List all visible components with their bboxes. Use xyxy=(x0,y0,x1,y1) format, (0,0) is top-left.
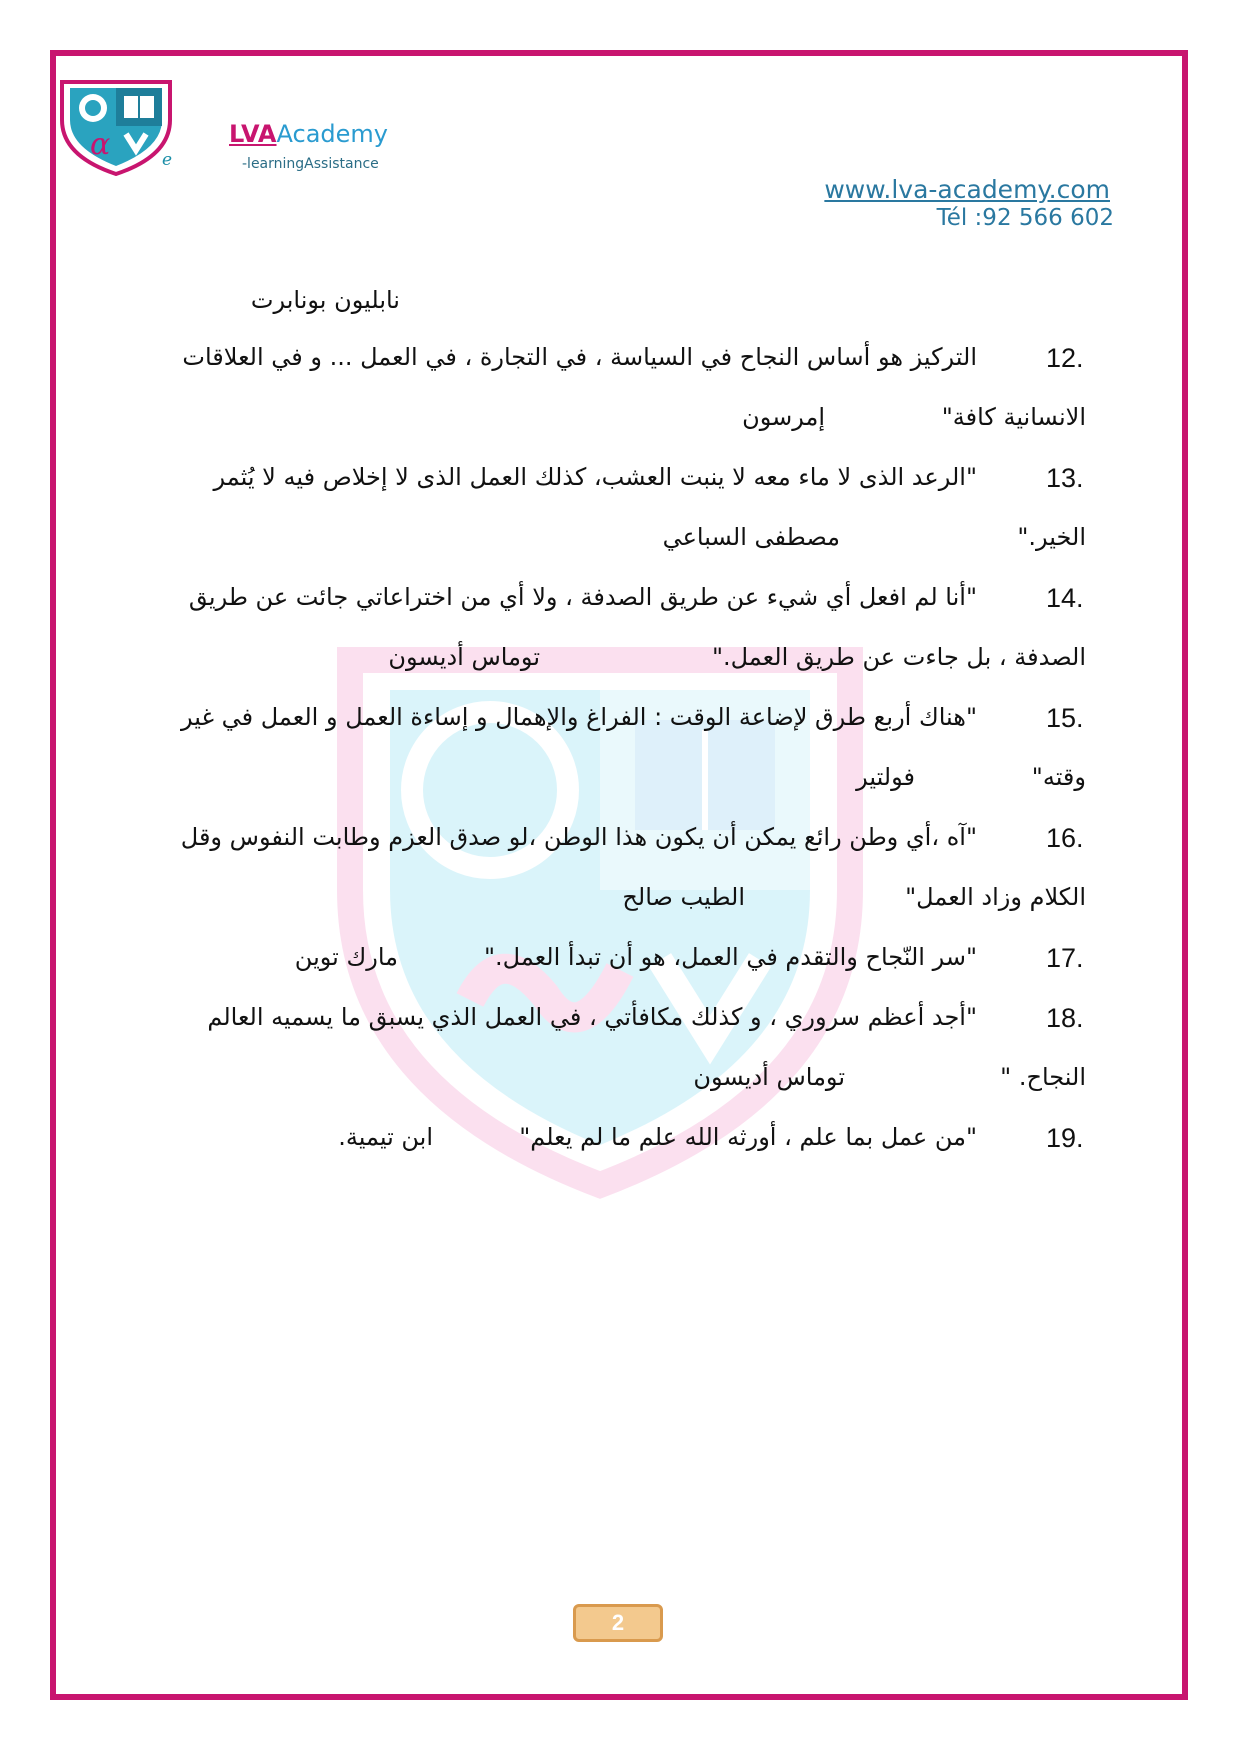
quote-text: "أنا لم افعل أي شيء عن طريق الصدفة ، ولا أي من اختراعاتي جائت عن طريق xyxy=(188,583,977,611)
logo-letter: e xyxy=(162,150,173,170)
quote-author: إمرسون xyxy=(742,403,825,431)
quote-number: 15. xyxy=(1046,703,1084,733)
quote-text-continued: الكلام وزاد العمل" xyxy=(905,883,1086,911)
quote-text-continued: النجاح. " xyxy=(1000,1063,1086,1091)
page-number-badge: 2 xyxy=(573,1604,663,1642)
brand-lva: LVA xyxy=(229,120,277,148)
quote-number: 16. xyxy=(1046,823,1084,853)
quote-author: ابن تيمية. xyxy=(338,1123,433,1151)
brand-subtitle: -learningAssistance xyxy=(242,156,379,172)
quote-number: 14. xyxy=(1046,583,1084,613)
quote-text: "هناك أربع طرق لإضاعة الوقت : الفراغ والإهمال و إساءة العمل و العمل في غير xyxy=(180,703,977,731)
quote-author: مصطفى السباعي xyxy=(662,523,840,551)
quote-number: 19. xyxy=(1046,1123,1084,1153)
quote-number: 12. xyxy=(1046,343,1084,373)
quote-text-continued: الانسانية كافة" xyxy=(941,403,1086,431)
quote-text-continued: الصدفة ، بل جاءت عن طريق العمل." xyxy=(711,643,1086,671)
quote-text: "أجد أعظم سروري ، و كذلك مكافأتي ، في العمل الذي يسبق ما يسميه العالم xyxy=(207,1003,977,1031)
quote-text: "آه ،أي وطن رائع يمكن أن يكون هذا الوطن ،لو صدق العزم وطابت النفوس وقل xyxy=(180,823,977,851)
quote-text: "سر النّجاح والتقدم في العمل، هو أن تبدأ العمل." xyxy=(484,943,977,971)
quote-number: 13. xyxy=(1046,463,1084,493)
quote-author: توماس أديسون xyxy=(388,643,540,671)
quote-author: توماس أديسون xyxy=(693,1063,845,1091)
quote-author: الطيب صالح xyxy=(622,883,745,911)
quote-text: التركيز هو أساس النجاح في السياسة ، في التجارة ، في العمل ... و في العلاقات xyxy=(182,343,977,371)
svg-text:α: α xyxy=(90,127,111,162)
quote-number: 18. xyxy=(1046,1003,1084,1033)
quote-text-continued: وقته" xyxy=(1031,763,1086,791)
quote-text-continued: الخير." xyxy=(1017,523,1086,551)
quote-author: نابليون بونابرت xyxy=(250,286,400,314)
quote-text: "من عمل بما علم ، أورثه الله علم ما لم يعلم" xyxy=(519,1123,977,1151)
brand-academy: Academy xyxy=(276,120,388,148)
quote-number: 17. xyxy=(1046,943,1084,973)
phone-number: Tél :92 566 602 xyxy=(936,205,1114,231)
quote-author: مارك توين xyxy=(294,943,398,971)
website-link[interactable]: www.lva-academy.com xyxy=(824,175,1110,204)
quote-author: فولتير xyxy=(856,763,915,791)
quote-text: "الرعد الذى لا ماء معه لا ينبت العشب، كذلك العمل الذى لا إخلاص فيه لا يُثمر xyxy=(213,463,977,491)
